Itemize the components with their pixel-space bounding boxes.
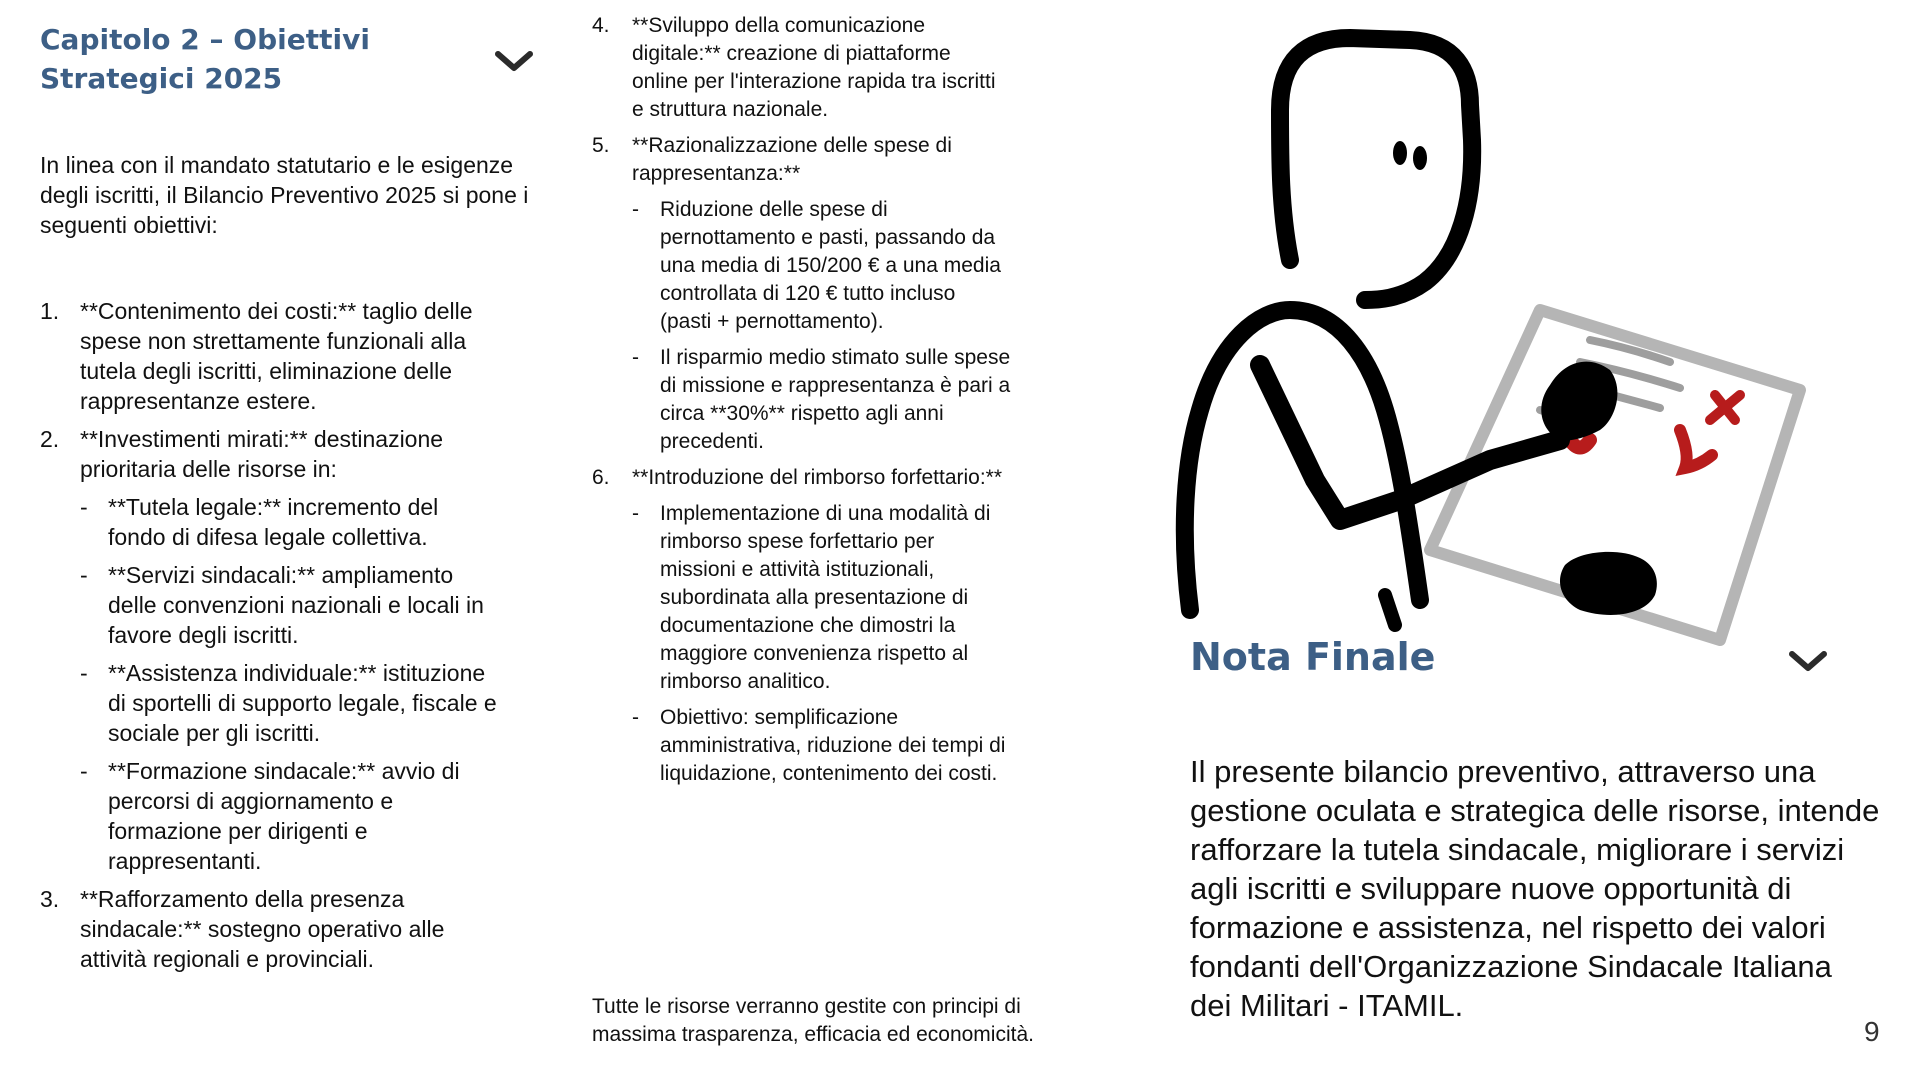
person-signing-document-illustration [1160,10,1820,660]
objective-number: 4. [592,14,610,37]
dash-bullet-icon: - [632,706,639,729]
objective-number: 5. [592,134,610,157]
objective-item [592,464,1012,788]
sub-item [80,492,500,552]
eye-icon [1393,141,1407,165]
sub-item [632,704,1012,788]
objective-number: 1. [40,298,60,324]
chevron-down-icon [1786,646,1830,676]
dash-bullet-icon: - [80,660,88,686]
hand-shadow [1560,552,1657,615]
sub-item [632,344,1012,456]
objective-item [40,884,500,974]
closing-statement: Tutte le risorse verranno gestite con principi di massima trasparenza, efficacia ed economicità. [592,995,1034,1046]
chapter-intro: In linea con il mandato statutario e le esigenze degli iscritti, il Bilancio Preventivo 2025 si pone i seguenti obiettivi: [40,152,529,238]
dash-bullet-icon: - [80,758,88,784]
objective-text: **Rafforzamento della presenza sindacale:** sostegno operativo alle attività regionali e provinciali. [80,886,445,972]
objective-text: **Razionalizzazione delle spese di rappresentanza:** [632,134,952,185]
dash-bullet-icon: - [632,346,639,369]
sub-item [80,560,500,650]
objective-number: 2. [40,426,60,452]
sub-item-text: Riduzione delle spese di pernottamento e pasti, passando da una media di 150/200 € a una media controllata di 120 € tutto incluso (pasti + pernottamento). [660,198,1001,333]
sub-item [80,756,500,876]
sub-item-text: **Tutela legale:** incremento del fondo di difesa legale collettiva. [108,494,439,550]
final-note-text: Il presente bilancio preventivo, attraverso una gestione oculata e strategica delle risorse, intende rafforzare la tutela sindacale, migliorare i servizi agli iscritti e sviluppare nuove opportunità di formazione e assistenza, nel rispetto dei valori fondanti dell'Organizzazione Sindacale Italiana dei Militari - ITAMIL. [1190,754,1880,1023]
final-note-title: Nota Finale [1190,635,1436,679]
sub-list [80,492,500,876]
objectives-list-part-2 [592,12,1012,796]
chapter-collapse-button[interactable] [492,46,536,76]
sub-list [632,196,1012,456]
head-outline [1280,38,1472,300]
sub-list [632,500,1012,788]
eye-icon [1413,146,1427,170]
dash-bullet-icon: - [80,562,88,588]
objective-number: 6. [592,466,610,489]
dash-bullet-icon: - [632,502,639,525]
objective-text: **Introduzione del rimborso forfettario:** [632,466,1003,489]
chevron-down-icon [492,46,536,76]
objective-item [40,296,500,416]
objective-item [40,424,500,876]
objective-item [592,132,1012,456]
sub-item-text: Il risparmio medio stimato sulle spese di missione e rappresentanza è pari a circa **30%** rispetto agli anni precedenti. [660,346,1011,453]
sub-item-text: **Servizi sindacali:** ampliamento delle convenzioni nazionali e locali in favore degli iscritti. [108,562,484,648]
objective-number: 3. [40,886,60,912]
sub-item-text: Obiettivo: semplificazione amministrativa, riduzione dei tempi di liquidazione, contenimento dei costi. [660,706,1006,785]
sub-item-text: **Assistenza individuale:** istituzione di sportelli di supporto legale, fiscale e sociale per gli iscritti. [108,660,497,746]
sub-item-text: **Formazione sindacale:** avvio di percorsi di aggiornamento e formazione per dirigenti e rappresentanti. [108,758,460,874]
objective-text: **Sviluppo della comunicazione digitale:** creazione di piattaforme online per l'interazione rapida tra iscritti e struttura nazionale. [632,14,996,121]
sub-item [632,500,1012,696]
body-mark [1385,595,1395,625]
dash-bullet-icon: - [632,198,639,221]
objective-item [592,12,1012,124]
page-number: 9 [1864,1016,1880,1047]
objectives-list-part-1 [40,296,500,982]
sub-item-text: Implementazione di una modalità di rimborso spese forfettario per missioni e attività istituzionali, subordinata alla presentazione di documentazione che dimostri la maggiore convenienza rispetto al rimborso analitico. [660,502,991,693]
objective-text: **Investimenti mirati:** destinazione prioritaria delle risorse in: [80,426,444,482]
objective-text: **Contenimento dei costi:** taglio delle spese non strettamente funzionali alla tutela degli iscritti, eliminazione delle rappresentanze estere. [80,298,473,414]
chapter-title: Capitolo 2 – Obiettivi Strategici 2025 [40,23,370,95]
dash-bullet-icon: - [80,494,88,520]
sub-item [80,658,500,748]
sub-item [632,196,1012,336]
final-note-collapse-button[interactable] [1786,646,1830,676]
